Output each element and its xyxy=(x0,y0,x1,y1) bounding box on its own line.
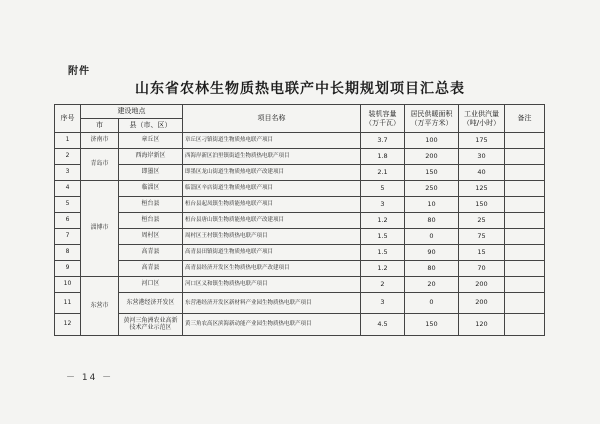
cell-capacity: 1.2 xyxy=(361,213,405,229)
cell-county: 高青县 xyxy=(119,245,183,261)
cell-county: 黄河三角洲农业高新技术产业示范区 xyxy=(119,314,183,336)
cell-county: 即墨区 xyxy=(119,165,183,181)
cell-project: 高青县经济开发区生物质热电联产改建项目 xyxy=(183,261,361,277)
header-seq: 序号 xyxy=(55,105,81,133)
cell-capacity: 2.1 xyxy=(361,165,405,181)
cell-heating: 20 xyxy=(405,277,459,293)
cell-heating: 80 xyxy=(405,261,459,277)
cell-project: 东营港经济开发区新材料产业园生物质热电联产项目 xyxy=(183,293,361,314)
cell-project: 西海岸新区泊里镇街道生物质热电联产项目 xyxy=(183,149,361,165)
cell-heating: 250 xyxy=(405,181,459,197)
cell-steam: 175 xyxy=(459,133,505,149)
cell-county: 桓台县 xyxy=(119,197,183,213)
table-row xyxy=(55,133,545,149)
cell-remark xyxy=(505,181,545,197)
cell-seq: 1 xyxy=(55,133,81,149)
header-capacity-label: 装机容量 xyxy=(368,110,397,119)
cell-remark xyxy=(505,245,545,261)
cell-remark xyxy=(505,165,545,181)
cell-county: 章丘区 xyxy=(119,133,183,149)
cell-project: 周村区王村镇生物质热电联产项目 xyxy=(183,229,361,245)
project-summary-table xyxy=(54,104,545,336)
cell-steam: 150 xyxy=(459,197,505,213)
header-steam xyxy=(459,105,505,133)
cell-remark xyxy=(505,133,545,149)
cell-capacity: 2 xyxy=(361,277,405,293)
cell-county: 周村区 xyxy=(119,229,183,245)
header-project: 项目名称 xyxy=(183,105,361,133)
table-row xyxy=(55,229,545,245)
cell-remark xyxy=(505,229,545,245)
cell-steam: 200 xyxy=(459,293,505,314)
cell-capacity: 5 xyxy=(361,181,405,197)
table-header-row xyxy=(55,105,545,119)
cell-heating: 100 xyxy=(405,133,459,149)
cell-project: 章丘区刁镇街道生物质热电联产项目 xyxy=(183,133,361,149)
header-capacity xyxy=(361,105,405,133)
cell-city: 济南市 xyxy=(81,133,119,149)
cell-seq: 5 xyxy=(55,197,81,213)
cell-seq: 3 xyxy=(55,165,81,181)
cell-steam: 75 xyxy=(459,229,505,245)
cell-capacity: 3 xyxy=(361,197,405,213)
cell-project: 即墨区龙山街道生物质热电联产改建项目 xyxy=(183,165,361,181)
cell-capacity: 1.5 xyxy=(361,229,405,245)
cell-county: 桓台县 xyxy=(119,213,183,229)
cell-steam: 120 xyxy=(459,314,505,336)
cell-remark xyxy=(505,197,545,213)
cell-heating: 80 xyxy=(405,213,459,229)
cell-heating: 0 xyxy=(405,229,459,245)
cell-seq: 9 xyxy=(55,261,81,277)
header-steam-unit: （吨/小时） xyxy=(462,118,501,127)
cell-city: 青岛市 xyxy=(81,149,119,181)
header-heating-label: 居民供暖面积 xyxy=(410,110,453,119)
cell-heating: 200 xyxy=(405,149,459,165)
cell-seq: 12 xyxy=(55,314,81,336)
header-county: 县（市、区） xyxy=(119,119,183,133)
cell-remark xyxy=(505,149,545,165)
table-row xyxy=(55,293,545,314)
document-title: 山东省农林生物质热电联产中长期规划项目汇总表 xyxy=(135,81,465,97)
cell-capacity: 4.5 xyxy=(361,314,405,336)
cell-remark xyxy=(505,277,545,293)
page-number: － 14 － xyxy=(66,373,114,383)
header-steam-label: 工业供汽量 xyxy=(464,110,499,119)
table-row xyxy=(55,277,545,293)
cell-seq: 4 xyxy=(55,181,81,197)
cell-steam: 200 xyxy=(459,277,505,293)
cell-project: 黄三角农高区滨海新动能产业园生物质热电联产项目 xyxy=(183,314,361,336)
cell-project: 河口区义和镇生物质热电联产项目 xyxy=(183,277,361,293)
cell-heating: 150 xyxy=(405,314,459,336)
cell-steam: 40 xyxy=(459,165,505,181)
cell-seq: 8 xyxy=(55,245,81,261)
header-city: 市 xyxy=(81,119,119,133)
cell-seq: 10 xyxy=(55,277,81,293)
cell-heating: 150 xyxy=(405,165,459,181)
table-row xyxy=(55,197,545,213)
header-capacity-unit: （万千瓦） xyxy=(365,118,400,127)
cell-capacity: 1.5 xyxy=(361,245,405,261)
cell-seq: 6 xyxy=(55,213,81,229)
attachment-label: 附件 xyxy=(68,66,90,77)
table-row xyxy=(55,149,545,165)
table-row xyxy=(55,181,545,197)
cell-project: 桓台县唐山镇生物质能热电联产改建项目 xyxy=(183,213,361,229)
header-location: 建设地点 xyxy=(81,105,183,119)
cell-heating: 0 xyxy=(405,293,459,314)
cell-remark xyxy=(505,213,545,229)
cell-county: 临淄区 xyxy=(119,181,183,197)
cell-steam: 25 xyxy=(459,213,505,229)
cell-county: 东营港经济开发区 xyxy=(119,293,183,314)
cell-county: 高青县 xyxy=(119,261,183,277)
cell-capacity: 3.7 xyxy=(361,133,405,149)
cell-project: 高青县田镇街道生物质热电联产项目 xyxy=(183,245,361,261)
cell-steam: 70 xyxy=(459,261,505,277)
cell-steam: 15 xyxy=(459,245,505,261)
table-row xyxy=(55,261,545,277)
header-heating-unit: （万平方米） xyxy=(410,118,453,127)
cell-remark xyxy=(505,314,545,336)
cell-steam: 30 xyxy=(459,149,505,165)
table-row xyxy=(55,213,545,229)
cell-seq: 11 xyxy=(55,293,81,314)
cell-steam: 125 xyxy=(459,181,505,197)
cell-project: 桓台县起凤镇生物质能热电联产项目 xyxy=(183,197,361,213)
header-remark: 备注 xyxy=(505,105,545,133)
cell-remark xyxy=(505,261,545,277)
cell-county: 河口区 xyxy=(119,277,183,293)
cell-heating: 90 xyxy=(405,245,459,261)
cell-seq: 2 xyxy=(55,149,81,165)
table-row xyxy=(55,165,545,181)
cell-remark xyxy=(505,293,545,314)
cell-city: 淄博市 xyxy=(81,181,119,277)
cell-capacity: 1.2 xyxy=(361,261,405,277)
cell-seq: 7 xyxy=(55,229,81,245)
cell-capacity: 1.8 xyxy=(361,149,405,165)
cell-city: 东营市 xyxy=(81,277,119,336)
cell-heating: 10 xyxy=(405,197,459,213)
header-heating xyxy=(405,105,459,133)
cell-capacity: 3 xyxy=(361,293,405,314)
table-row xyxy=(55,314,545,336)
table-row xyxy=(55,245,545,261)
cell-project: 临淄区辛店街道生物质热电联产项目 xyxy=(183,181,361,197)
cell-county: 西海岸新区 xyxy=(119,149,183,165)
